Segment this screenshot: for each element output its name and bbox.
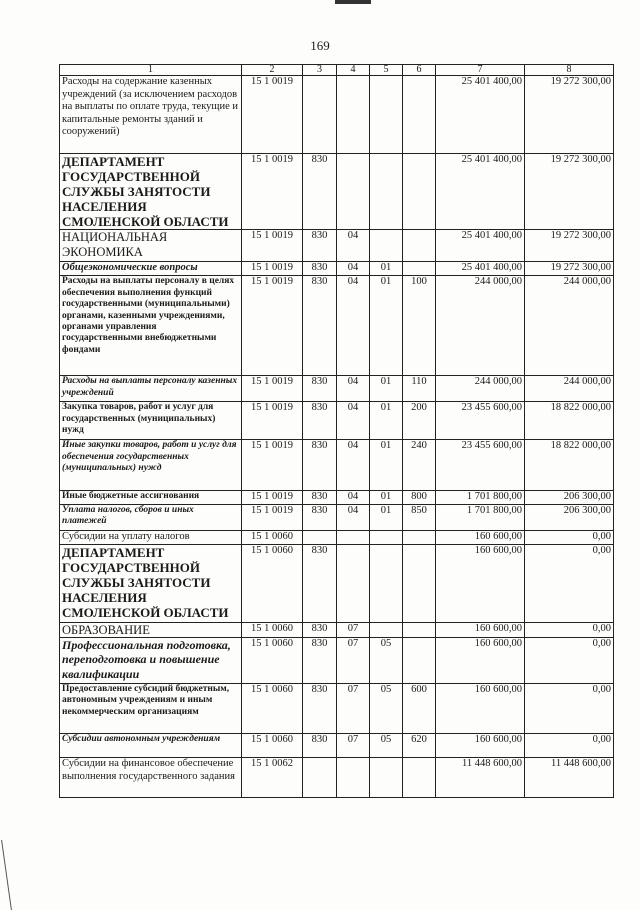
row-expense-type: 620 [403,734,436,758]
row-amount-1: 25 401 400,00 [436,154,525,230]
row-amount-2: 18 822 000,00 [525,440,614,491]
row-name: Расходы на выплаты персоналу в целях обеспечения выполнения функций государственными (муниципальными) органами, казенными учреждениями, органами управления государственными внебюджетными фондами [60,276,242,376]
row-section: 04 [337,276,370,376]
row-subsection [370,154,403,230]
row-expense-type [403,622,436,638]
table-row [60,622,614,638]
column-header: 7 [436,65,525,76]
row-section: 07 [337,684,370,734]
row-department: 830 [303,376,337,402]
table-row [60,230,614,262]
row-target-code: 15 1 0019 [242,154,303,230]
row-section: 04 [337,504,370,530]
row-target-code: 15 1 0019 [242,402,303,440]
row-amount-2: 244 000,00 [525,276,614,376]
row-name: Иные бюджетные ассигнования [60,491,242,505]
row-expense-type: 850 [403,504,436,530]
table-row [60,544,614,622]
row-name: Субсидии на финансовое обеспечение выполнения государственного задания [60,758,242,798]
column-header: 6 [403,65,436,76]
table-row [60,504,614,530]
row-section: 07 [337,622,370,638]
row-subsection: 01 [370,262,403,276]
row-section: 04 [337,376,370,402]
row-amount-2: 0,00 [525,734,614,758]
row-department [303,76,337,154]
row-department: 830 [303,544,337,622]
header-row [60,65,614,76]
row-expense-type: 200 [403,402,436,440]
row-subsection: 05 [370,638,403,684]
row-amount-1: 11 448 600,00 [436,758,525,798]
row-section [337,758,370,798]
row-target-code: 15 1 0060 [242,622,303,638]
row-amount-2: 244 000,00 [525,376,614,402]
row-department: 830 [303,262,337,276]
row-target-code: 15 1 0019 [242,76,303,154]
table-row [60,491,614,505]
row-amount-2: 0,00 [525,638,614,684]
row-department: 830 [303,684,337,734]
column-header: 8 [525,65,614,76]
row-subsection: 01 [370,402,403,440]
row-expense-type: 800 [403,491,436,505]
table-row [60,262,614,276]
row-expense-type [403,544,436,622]
row-name: ДЕПАРТАМЕНТ ГОСУДАРСТВЕННОЙ СЛУЖБЫ ЗАНЯТОСТИ НАСЕЛЕНИЯ СМОЛЕНСКОЙ ОБЛАСТИ [60,154,242,230]
row-expense-type [403,638,436,684]
row-amount-1: 1 701 800,00 [436,504,525,530]
row-name: Расходы на выплаты персоналу казенных учреждений [60,376,242,402]
scan-margin-line [1,840,24,910]
row-subsection: 01 [370,504,403,530]
row-name: Субсидии на уплату налогов [60,530,242,544]
row-section [337,76,370,154]
row-target-code: 15 1 0019 [242,491,303,505]
row-amount-2: 206 300,00 [525,491,614,505]
row-name: ДЕПАРТАМЕНТ ГОСУДАРСТВЕННОЙ СЛУЖБЫ ЗАНЯТОСТИ НАСЕЛЕНИЯ СМОЛЕНСКОЙ ОБЛАСТИ [60,544,242,622]
row-expense-type [403,262,436,276]
row-name: Предоставление субсидий бюджетным, автономным учреждениям и иным некоммерческим организациям [60,684,242,734]
row-section [337,530,370,544]
table-row [60,376,614,402]
row-section: 04 [337,491,370,505]
row-amount-1: 23 455 600,00 [436,402,525,440]
column-header: 3 [303,65,337,76]
row-subsection: 01 [370,440,403,491]
row-amount-1: 25 401 400,00 [436,76,525,154]
row-department: 830 [303,440,337,491]
row-amount-2: 11 448 600,00 [525,758,614,798]
row-name: Субсидии автономным учреждениям [60,734,242,758]
row-target-code: 15 1 0019 [242,230,303,262]
row-amount-1: 160 600,00 [436,530,525,544]
row-department: 830 [303,638,337,684]
row-subsection: 01 [370,491,403,505]
row-expense-type: 100 [403,276,436,376]
row-amount-1: 25 401 400,00 [436,230,525,262]
row-subsection [370,758,403,798]
row-subsection [370,544,403,622]
table-row [60,684,614,734]
row-subsection: 05 [370,734,403,758]
row-amount-1: 244 000,00 [436,376,525,402]
row-subsection: 05 [370,684,403,734]
column-header: 4 [337,65,370,76]
table-row [60,758,614,798]
row-department: 830 [303,622,337,638]
row-target-code: 15 1 0060 [242,544,303,622]
column-header: 1 [60,65,242,76]
row-subsection: 01 [370,376,403,402]
row-name: ОБРАЗОВАНИЕ [60,622,242,638]
row-expense-type [403,154,436,230]
row-amount-1: 160 600,00 [436,684,525,734]
row-amount-2: 19 272 300,00 [525,230,614,262]
row-department [303,530,337,544]
table-row [60,638,614,684]
row-target-code: 15 1 0019 [242,376,303,402]
row-name: Закупка товаров, работ и услуг для государственных (муниципальных) нужд [60,402,242,440]
row-target-code: 15 1 0060 [242,734,303,758]
row-expense-type [403,758,436,798]
budget-table [59,64,614,798]
row-target-code: 15 1 0019 [242,262,303,276]
row-section [337,544,370,622]
row-name: Профессиональная подготовка, переподготовка и повышение квалификации [60,638,242,684]
row-department: 830 [303,734,337,758]
row-section [337,154,370,230]
table-row [60,154,614,230]
row-amount-2: 0,00 [525,530,614,544]
row-expense-type: 600 [403,684,436,734]
row-section: 04 [337,440,370,491]
table-row [60,402,614,440]
row-section: 04 [337,230,370,262]
row-amount-2: 0,00 [525,684,614,734]
row-department: 830 [303,491,337,505]
row-amount-2: 18 822 000,00 [525,402,614,440]
row-target-code: 15 1 0060 [242,684,303,734]
row-expense-type: 110 [403,376,436,402]
row-section: 04 [337,262,370,276]
row-amount-2: 19 272 300,00 [525,262,614,276]
row-department [303,758,337,798]
row-expense-type: 240 [403,440,436,491]
row-amount-2: 0,00 [525,544,614,622]
row-department: 830 [303,230,337,262]
table-row [60,76,614,154]
row-target-code: 15 1 0060 [242,530,303,544]
row-department: 830 [303,504,337,530]
row-target-code: 15 1 0060 [242,638,303,684]
row-section: 07 [337,734,370,758]
scan-mark [335,0,371,4]
row-amount-2: 19 272 300,00 [525,154,614,230]
row-amount-1: 244 000,00 [436,276,525,376]
row-target-code: 15 1 0019 [242,276,303,376]
row-name: Уплата налогов, сборов и иных платежей [60,504,242,530]
table-row [60,440,614,491]
row-amount-1: 160 600,00 [436,638,525,684]
row-name: Иные закупки товаров, работ и услуг для обеспечения государственных (муниципальных) нужд [60,440,242,491]
table-row [60,734,614,758]
row-subsection [370,530,403,544]
row-amount-2: 206 300,00 [525,504,614,530]
column-header: 2 [242,65,303,76]
table-row [60,530,614,544]
column-header: 5 [370,65,403,76]
row-section: 04 [337,402,370,440]
row-subsection [370,622,403,638]
row-section: 07 [337,638,370,684]
row-amount-1: 1 701 800,00 [436,491,525,505]
row-department: 830 [303,402,337,440]
row-amount-2: 0,00 [525,622,614,638]
row-subsection [370,230,403,262]
row-name: НАЦИОНАЛЬНАЯ ЭКОНОМИКА [60,230,242,262]
row-target-code: 15 1 0062 [242,758,303,798]
row-expense-type [403,76,436,154]
row-name: Общеэкономические вопросы [60,262,242,276]
row-amount-1: 25 401 400,00 [436,262,525,276]
row-subsection [370,76,403,154]
row-department: 830 [303,154,337,230]
row-name: Расходы на содержание казенных учреждений (за исключением расходов на выплаты по оплате труда, текущие и капитальные ремонты зданий и сооружений) [60,76,242,154]
row-department: 830 [303,276,337,376]
row-amount-1: 160 600,00 [436,544,525,622]
row-amount-2: 19 272 300,00 [525,76,614,154]
row-expense-type [403,530,436,544]
row-amount-1: 160 600,00 [436,734,525,758]
row-subsection: 01 [370,276,403,376]
row-expense-type [403,230,436,262]
page-number: 169 [310,38,330,53]
row-amount-1: 160 600,00 [436,622,525,638]
row-amount-1: 23 455 600,00 [436,440,525,491]
table-row [60,276,614,376]
row-target-code: 15 1 0019 [242,440,303,491]
row-target-code: 15 1 0019 [242,504,303,530]
